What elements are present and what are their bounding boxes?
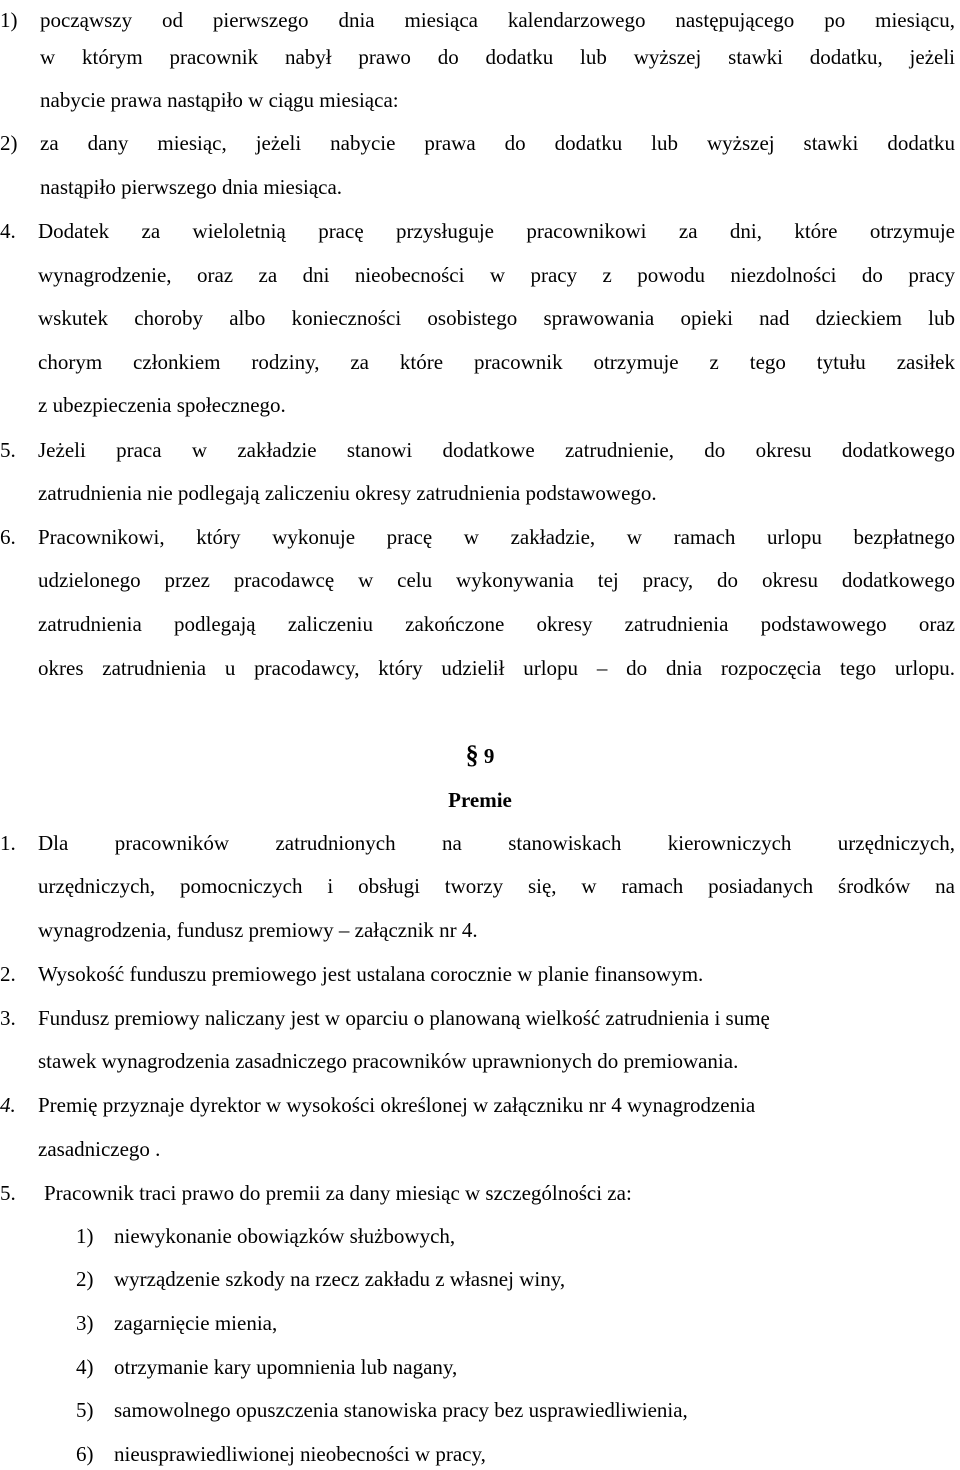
paragraph-line: wskutek choroby albo konieczności osobistego sprawowania opieki nad dzieckiem lub [38, 306, 955, 330]
list-number: 5) [76, 1398, 94, 1422]
paragraph-line: stawek wynagrodzenia zasadniczego pracowników uprawnionych do premiowania. [38, 1049, 739, 1073]
paragraph-line: urzędniczych, pomocniczych i obsługi tworzy się, w ramach posiadanych środków na [38, 874, 955, 898]
paragraph-line: Pracownik traci prawo do premii za dany miesiąc w szczególności za: [44, 1181, 632, 1205]
list-text: samowolnego opuszczenia stanowiska pracy bez usprawiedliwienia, [114, 1398, 688, 1422]
section-symbol: § [465, 740, 479, 769]
list-item [0, 1352, 960, 1382]
list-text: wyrządzenie szkody na rzecz zakładu z własnej winy, [114, 1267, 566, 1291]
paragraph-number: 4. [0, 219, 16, 243]
list-text: za dany miesiąc, jeżeli nabycie prawa do dodatku lub wyższej stawki dodatku [40, 131, 955, 155]
paragraph-line: zatrudnienia podlegają zaliczeniu zakończone okresy zatrudnienia podstawowego oraz [38, 612, 955, 636]
list-text: otrzymanie kary upomnienia lub nagany, [114, 1355, 458, 1379]
section-number: 9 [483, 744, 495, 768]
paragraph-line: zatrudnienia nie podlegają zaliczeniu okresy zatrudnienia podstawowego. [38, 481, 657, 505]
list-text: zagarnięcie mienia, [114, 1311, 278, 1335]
paragraph-line: Jeżeli praca w zakładzie stanowi dodatkowe zatrudnienie, do okresu dodatkowego [38, 438, 955, 462]
paragraph-number: 6. [0, 525, 16, 549]
list-text: nabycie prawa nastąpiło w ciągu miesiąca: [40, 88, 399, 112]
paragraph-line: chorym członkiem rodziny, za które pracownik otrzymuje z tego tytułu zasiłek [38, 350, 955, 374]
list-item [0, 1221, 960, 1251]
list-number: 4) [76, 1355, 94, 1379]
paragraph-number: 2. [0, 962, 16, 986]
list-number: 3) [76, 1311, 94, 1335]
paragraph-line: wynagrodzenie, oraz za dni nieobecności w pracy z powodu niezdolności do pracy [38, 263, 955, 287]
list-number: 6) [76, 1442, 94, 1466]
paragraph-line: Premię przyznaje dyrektor w wysokości określonej w załączniku nr 4 wynagrodzenia [38, 1093, 756, 1117]
list-number: 2) [76, 1267, 94, 1291]
list-number: 1) [76, 1224, 94, 1248]
list-text: nastąpiło pierwszego dnia miesiąca. [40, 175, 343, 199]
list-number: 1) [0, 8, 18, 32]
paragraph-number: 3. [0, 1006, 16, 1030]
paragraph-line: Dla pracowników zatrudnionych na stanowiskach kierowniczych urzędniczych, [38, 831, 955, 855]
paragraph-line: Fundusz premiowy naliczany jest w oparciu o planowaną wielkość zatrudnienia i sumę [38, 1006, 770, 1030]
paragraph-number: 5. [0, 1181, 16, 1205]
paragraph-line: okres zatrudnienia u pracodawcy, który udzielił urlopu – do dnia rozpoczęcia tego urlopu. [38, 656, 955, 680]
paragraph-line: z ubezpieczenia społecznego. [38, 393, 286, 417]
list-text: w którym pracownik nabył prawo do dodatku lub wyższej stawki dodatku, jeżeli [40, 45, 955, 69]
list-item [0, 1308, 960, 1338]
paragraph-line: Pracownikowi, który wykonuje pracę w zakładzie, w ramach urlopu bezpłatnego [38, 525, 955, 549]
paragraph-line: wynagrodzenia, fundusz premiowy – załącznik nr 4. [38, 918, 478, 942]
list-item [0, 1264, 960, 1294]
paragraph-number: 1. [0, 831, 16, 855]
list-text: niewykonanie obowiązków służbowych, [114, 1224, 456, 1248]
list-text: począwszy od pierwszego dnia miesiąca kalendarzowego następującego po miesiącu, [40, 8, 955, 32]
list-number: 2) [0, 131, 18, 155]
list-item [0, 1395, 960, 1425]
paragraph-number: 4. [0, 1093, 16, 1117]
section-heading [0, 740, 960, 770]
section-title: Premie [448, 788, 512, 812]
paragraph-line: udzielonego przez pracodawcę w celu wykonywania tej pracy, do okresu dodatkowego [38, 568, 955, 592]
list-text: nieusprawiedliwionej nieobecności w pracy, [114, 1442, 486, 1466]
paragraph-line: zasadniczego . [38, 1137, 161, 1161]
paragraph-line: Wysokość funduszu premiowego jest ustalana corocznie w planie finansowym. [38, 962, 704, 986]
paragraph-line: Dodatek za wieloletnią pracę przysługuje pracownikowi za dni, które otrzymuje [38, 219, 955, 243]
list-item [0, 1439, 960, 1469]
paragraph-number: 5. [0, 438, 16, 462]
